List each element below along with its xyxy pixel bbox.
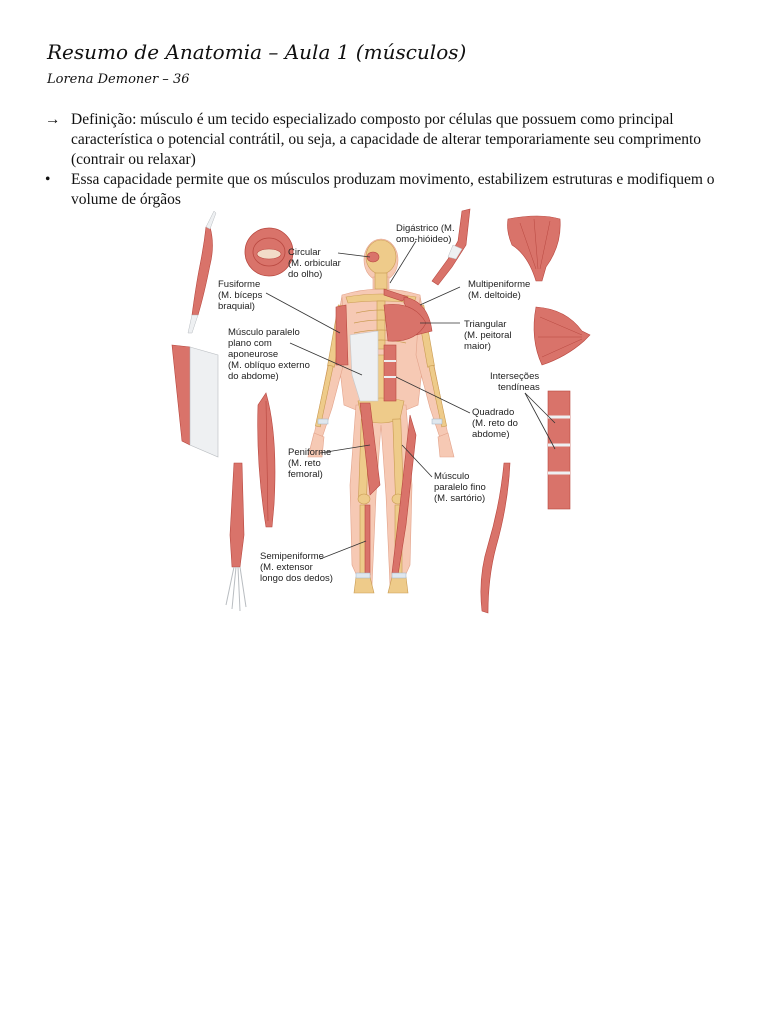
author-line: Lorena Demoner – 36	[47, 72, 190, 87]
arrow-icon: →	[45, 111, 61, 128]
isolated-muscle-paralelo-plano	[172, 345, 218, 457]
isolated-muscle-circular	[245, 228, 293, 276]
body-illustration	[308, 239, 454, 593]
muscle-types-figure	[170, 205, 600, 620]
list-item-text: Essa capacidade permite que os músculos produzam movimento, estabilizem estruturas e modifiquem o volume de órgãos	[71, 171, 715, 208]
label-fusiforme: Fusiforme (M. bíceps braquial)	[218, 279, 263, 312]
label-circular: Circular (M. orbicular do olho)	[288, 247, 341, 280]
isolated-muscle-semipeniforme	[226, 463, 246, 611]
isolated-muscle-intersecoes	[548, 391, 570, 509]
label-semipeniforme: Semipeniforme (M. extensor longo dos dedos)	[260, 551, 333, 584]
bullet-list	[45, 110, 735, 210]
bullet-icon: •	[45, 171, 51, 188]
label-quadrado: Quadrado (M. reto do abdome)	[472, 407, 518, 440]
label-paralelo-plano: Músculo paralelo plano com aponeurose (M. oblíquo externo do abdome)	[228, 327, 310, 382]
label-intersecoes: Interseções tendíneas	[490, 371, 540, 393]
isolated-muscle-triangular	[534, 307, 590, 365]
isolated-muscle-reto-femoral	[258, 393, 275, 527]
isolated-muscle-digastrico	[432, 209, 470, 285]
label-peniforme: Peniforme (M. reto femoral)	[288, 447, 332, 480]
list-item	[45, 170, 735, 210]
page-title: Resumo de Anatomia – Aula 1 (músculos)	[47, 40, 467, 64]
list-item	[45, 110, 735, 170]
isolated-muscle-fusiforme	[188, 211, 216, 333]
label-digastrico: Digástrico (M. omo-hióideo)	[396, 223, 455, 245]
isolated-muscle-multipeniforme	[508, 216, 561, 281]
label-paralelo-fino: Músculo paralelo fino (M. sartório)	[434, 471, 486, 504]
label-triangular: Triangular (M. peitoral maior)	[464, 319, 512, 352]
list-item-text: Definição: músculo é um tecido especializado composto por células que possuem como principal característica o potencial contrátil, ou seja, a capacidade de alterar temporariamente seu comprimento (contrair ou relaxar)	[71, 111, 702, 168]
label-multipeniforme: Multipeniforme (M. deltoide)	[468, 279, 531, 301]
